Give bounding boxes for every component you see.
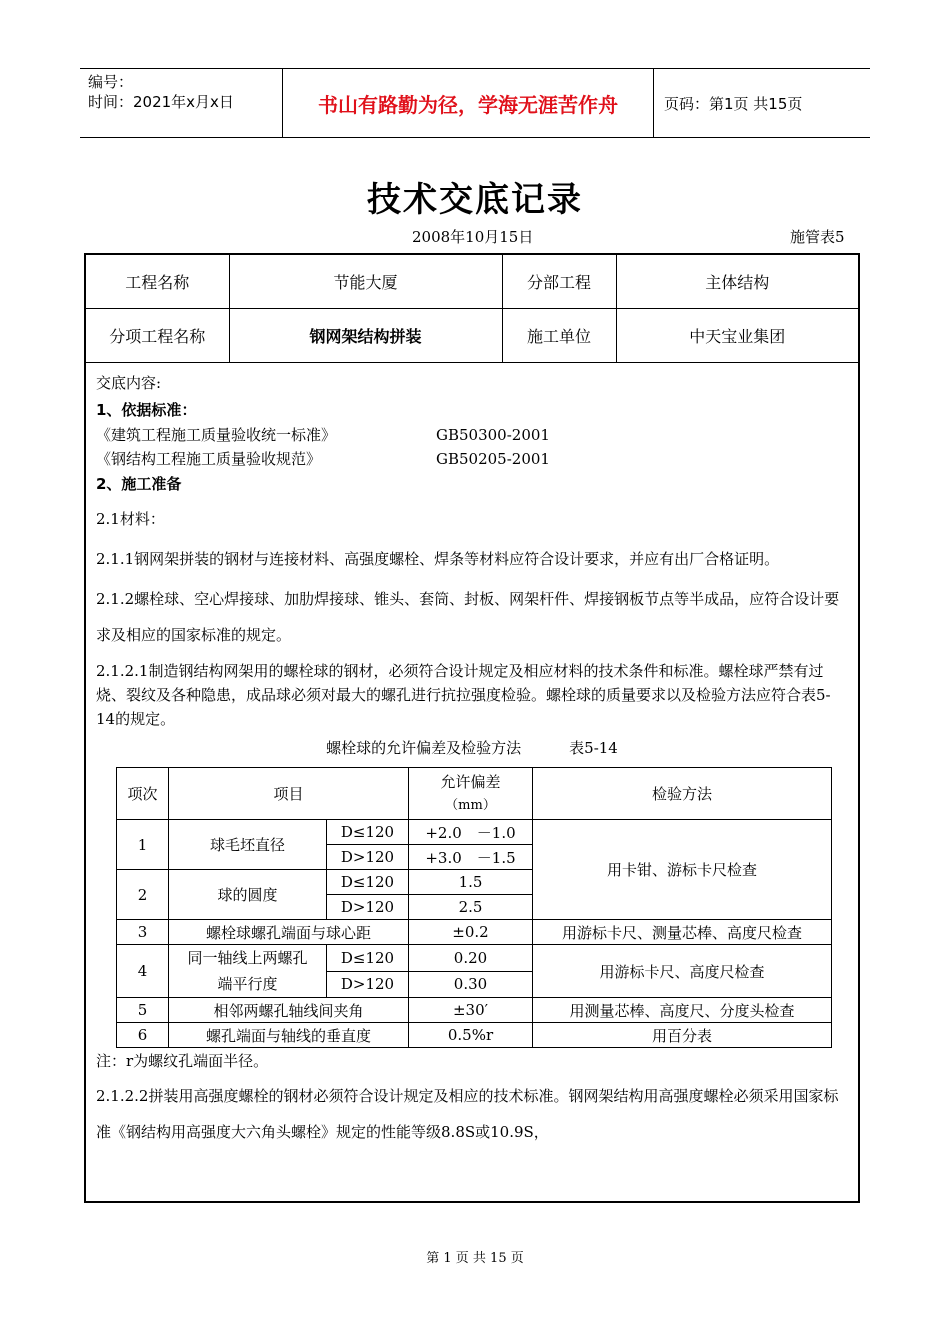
row-item: 相邻两螺孔轴线间夹角 bbox=[169, 998, 409, 1023]
subitem-label: 分项工程名称 bbox=[86, 309, 229, 363]
row-method: 用百分表 bbox=[533, 1023, 832, 1048]
table-caption bbox=[96, 735, 848, 761]
content-label: 交底内容: bbox=[96, 374, 162, 392]
table-number: 表5-14 bbox=[569, 739, 618, 757]
project-label: 工程名称 bbox=[86, 255, 229, 309]
table-row bbox=[117, 998, 832, 1023]
row-item: 螺栓球螺孔端面与球心距 bbox=[169, 920, 409, 945]
paragraph: 2.1.2.1制造钢结构网架用的螺栓球的钢材，必须符合设计规定及相应材料的技术条件和标准。螺栓球严禁有过烧、裂纹及各种隐患，成品球必须对最大的螺孔进行抗拉强度检验。螺栓球的质量要求以及检验方法应符合表5-14的规定。 bbox=[96, 662, 831, 728]
row-tolerance: +2.0 －1.0 bbox=[409, 820, 533, 845]
paragraph: 2.1.2螺栓球、空心焊接球、加肋焊接球、锥头、套筒、封板、网架杆件、焊接钢板节点等半成品，应符合设计要求及相应的国家标准的规定。 bbox=[96, 590, 840, 644]
row-tolerance: 1.5 bbox=[409, 870, 533, 895]
row-item: 同一轴线上两螺孔端平行度 bbox=[169, 945, 327, 998]
row-item: 球毛坯直径 bbox=[169, 820, 327, 870]
row-tolerance: 0.30 bbox=[409, 971, 533, 998]
unit-label: 施工单位 bbox=[502, 309, 616, 363]
division-label: 分部工程 bbox=[502, 255, 616, 309]
section-heading-2: 2、施工准备 bbox=[96, 475, 182, 493]
header-no: 项次 bbox=[117, 768, 169, 820]
header-item: 项目 bbox=[169, 768, 409, 820]
row-item: 球的圆度 bbox=[169, 870, 327, 920]
page-header bbox=[80, 68, 870, 138]
row-condition: D>120 bbox=[327, 845, 409, 870]
row-condition: D≤120 bbox=[327, 820, 409, 845]
row-condition: D≤120 bbox=[327, 870, 409, 895]
row-no: 5 bbox=[117, 998, 169, 1023]
table-note: 注：r为螺纹孔端面半径。 bbox=[96, 1052, 269, 1070]
row-method: 用游标卡尺、高度尺检查 bbox=[533, 945, 832, 998]
row-no: 4 bbox=[117, 945, 169, 998]
row-tolerance: ±0.2 bbox=[409, 920, 533, 945]
header-meta bbox=[80, 69, 282, 137]
standard-name: 《建筑工程施工质量验收统一标准》 bbox=[96, 426, 337, 444]
record-frame bbox=[84, 253, 860, 1203]
row-condition: D>120 bbox=[327, 971, 409, 998]
info-row bbox=[86, 255, 858, 309]
subitem-value: 钢网架结构拼装 bbox=[229, 309, 502, 363]
row-method: 用游标卡尺、测量芯棒、高度尺检查 bbox=[533, 920, 832, 945]
unit-value: 中天宝业集团 bbox=[616, 309, 858, 363]
table-row bbox=[117, 820, 832, 845]
header-page-info: 页码：第1页 共15页 bbox=[664, 94, 803, 113]
standard-name: 《钢结构工程施工质量验收规范》 bbox=[96, 450, 322, 468]
table-row bbox=[117, 1023, 832, 1048]
header-method: 检验方法 bbox=[533, 768, 832, 820]
standard-code: GB50205-2001 bbox=[436, 450, 550, 468]
project-value: 节能大厦 bbox=[229, 255, 502, 309]
standard-item bbox=[96, 423, 848, 447]
document-title: 技术交底记录 bbox=[367, 180, 583, 220]
info-table bbox=[86, 255, 858, 363]
table-caption-text: 螺栓球的允许偏差及检验方法 bbox=[326, 739, 522, 757]
division-value: 主体结构 bbox=[616, 255, 858, 309]
standard-code: GB50300-2001 bbox=[436, 426, 550, 444]
tolerance-table bbox=[116, 767, 832, 1048]
row-no: 6 bbox=[117, 1023, 169, 1048]
paragraph: 2.1材料： bbox=[96, 510, 165, 528]
serial-label: 编号： bbox=[88, 73, 134, 91]
document-date: 2008年10月15日 bbox=[412, 228, 534, 246]
row-condition: D≤120 bbox=[327, 945, 409, 972]
row-no: 1 bbox=[117, 820, 169, 870]
page-footer: 第 1 页 共 15 页 bbox=[426, 1251, 524, 1266]
table-row bbox=[117, 920, 832, 945]
paragraph: 2.1.2.2拼装用高强度螺栓的钢材必须符合设计规定及相应的技术标准。钢网架结构用高强度螺栓必须采用国家标准《钢结构用高强度大六角头螺栓》规定的性能等级8.8S或10.9S， bbox=[96, 1087, 839, 1141]
row-tolerance: 0.5%r bbox=[409, 1023, 533, 1048]
time-label: 时间：2021年x月x日 bbox=[88, 93, 234, 111]
paragraph: 2.1.1钢网架拼装的钢材与连接材料、高强度螺栓、焊条等材料应符合设计要求，并应有出厂合格证明。 bbox=[96, 550, 780, 568]
header-motto: 书山有路勤为径，学海无涯苦作舟 bbox=[282, 69, 654, 137]
info-row bbox=[86, 309, 858, 363]
row-item: 螺孔端面与轴线的垂直度 bbox=[169, 1023, 409, 1048]
row-method: 用卡钳、游标卡尺检查 bbox=[533, 820, 832, 920]
row-condition: D>120 bbox=[327, 895, 409, 920]
row-method: 用测量芯棒、高度尺、分度头检查 bbox=[533, 998, 832, 1023]
table-row bbox=[117, 945, 832, 972]
content-body bbox=[86, 363, 858, 1150]
section-heading-1: 1、依据标准： bbox=[96, 401, 197, 419]
row-tolerance: 0.20 bbox=[409, 945, 533, 972]
standard-item bbox=[96, 447, 848, 471]
row-tolerance: 2.5 bbox=[409, 895, 533, 920]
row-tolerance: ±30′ bbox=[409, 998, 533, 1023]
tolerance-label: 允许偏差 bbox=[440, 772, 501, 791]
tolerance-unit: （mm） bbox=[445, 797, 496, 813]
header-tolerance bbox=[409, 768, 533, 820]
row-no: 2 bbox=[117, 870, 169, 920]
row-tolerance: +3.0 －1.5 bbox=[409, 845, 533, 870]
row-no: 3 bbox=[117, 920, 169, 945]
form-number: 施管表5 bbox=[790, 228, 845, 246]
table-header-row bbox=[117, 768, 832, 820]
